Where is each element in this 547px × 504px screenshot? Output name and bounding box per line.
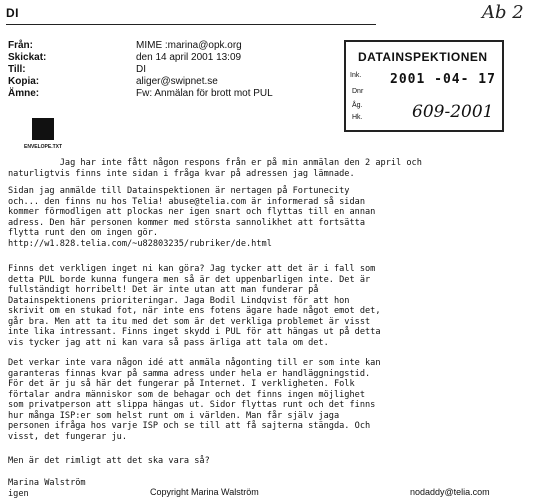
sent-label: Skickat: — [8, 52, 47, 63]
document-id: DI — [6, 6, 19, 20]
footer-copyright: Copyright Marina Walström — [150, 487, 259, 497]
from-value: MIME :marina@opk.org — [136, 40, 242, 51]
envelope-icon — [32, 118, 54, 140]
envelope-label: ENVELOPE.TXT — [24, 144, 63, 150]
stamp-hk-label: Hk. — [352, 114, 363, 121]
copy-label: Kopia: — [8, 76, 40, 87]
signature: Marina Walström igen — [8, 478, 86, 499]
stamp-dnr-label: Dnr — [352, 88, 364, 95]
body-paragraph-4: Det verkar inte vara någon idé att anmäla någonting till er som inte kan garanteras finnas kvar på samma adress under hela er handläggningstid. För det är ju så här det fungerar på Internet. I verkligheten. Folk förtalar andra människor som de behagar och det finns ingen möjlighet som privatperson att slippa hängas ut. Sidor flyttas runt och det finns hur många ISP:er som helst runt om i världen. Man får själv jaga personen ifråga hos varje ISP och se till att få sajterna stängda. Och visst, det fungerar ju. — [8, 358, 381, 442]
sent-value: den 14 april 2001 13:09 — [136, 52, 242, 63]
to-value: DI — [136, 64, 146, 75]
stamp-title: DATAINSPEKTIONEN — [358, 50, 488, 64]
body-paragraph-2: Sidan jag anmälde till Datainspektionen är nertagen på Fortunecity och... den finns nu hos Telia! abuse@telia.com är informerad så sidan kommer förmodligen att plockas ner igen snart och flyttas till en annan adress. Den här personen kommer med största sannolikhet att fortsätta flytta runt den om ingen gör. http://w1.828.telia.com/~u82803235/rubriker/de.html — [8, 186, 376, 249]
stamp-ink-label: Ink. — [350, 72, 362, 79]
body-paragraph-1: Jag har inte fått någon respons från er på min anmälan den 2 april och naturligtvis finns inte sidan i fråga kvar på adressen jag lämnade. — [8, 158, 422, 179]
to-label: Till: — [8, 64, 26, 75]
stamp-registration-number: 609-2001 — [412, 102, 494, 122]
subject-label: Ämne: — [8, 88, 40, 99]
header-divider — [6, 24, 376, 25]
stamp-date: 2001 -04- 17 — [390, 72, 496, 87]
received-stamp — [344, 40, 504, 132]
copy-value: aliger@swipnet.se — [136, 76, 218, 87]
handwritten-reference: Ab 2 — [482, 2, 524, 23]
body-paragraph-5: Men är det rimligt att det ska vara så? — [8, 456, 210, 466]
stamp-ag-label: Åg. — [352, 102, 363, 109]
from-label: Från: — [8, 40, 33, 51]
body-paragraph-3: Finns det verkligen inget ni kan göra? Jag tycker att det är i fall som detta PUL borde kunna fungera men så är det uppenbarligen inte. Det är fullständigt horribelt! Det är inte utan att man funderar på Datainspektionens prioriteringar. Jaga Bodil Lindqvist för att hon skrivit om en stukad fot, när inte ens fotens ägare hade något emot det, går bra. Men att ta itu med det som är det verkliga problemet är visst inte lika intressant. Finns inget skydd i PUL för att hängas ut på detta vis tycker jag att ni kan vara så pass ärliga att tala om det. — [8, 264, 381, 348]
footer-email: nodaddy@telia.com — [410, 487, 490, 497]
subject-value: Fw: Anmälan för brott mot PUL — [136, 88, 273, 99]
